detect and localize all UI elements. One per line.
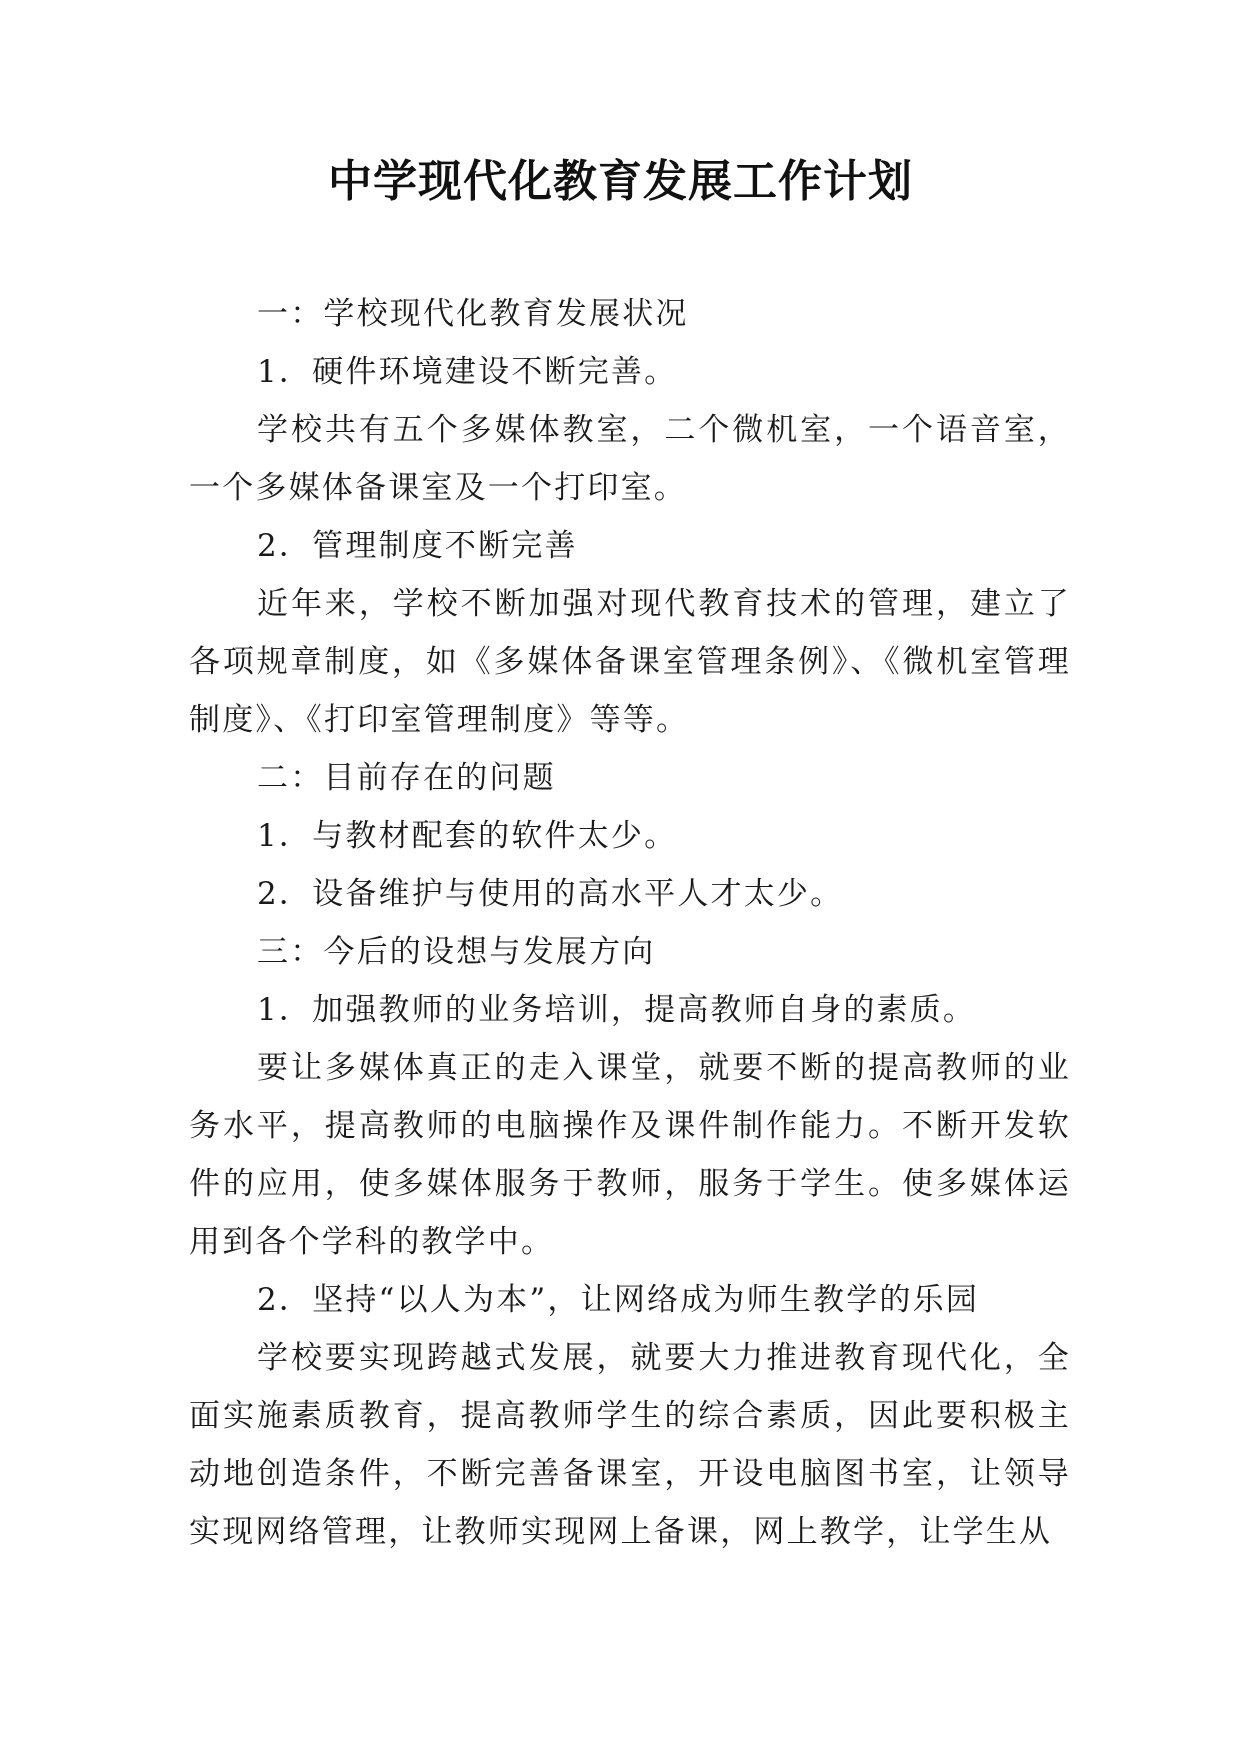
section-heading-3: 三：今后的设想与发展方向 [257,934,656,970]
subheading-1-2: 2．管理制度不断完善 [257,528,578,564]
paragraph-1-1: 学校共有五个多媒体教室，二个微机室，一个语音室，一个多媒体备课室及一个打印室。 [189,412,1071,506]
subheading-2-1: 1．与教材配套的软件太少。 [257,818,678,854]
paragraph-3-2: 学校要实现跨越式发展，就要大力推进教育现代化，全面实施素质教育，提高教师学生的综合素质，因此要积极主动地创造条件，不断完善备课室，开设电脑图书室，让领导实现网络管理，让教师实现网上备课，网上教学，让学生从 [189,1340,1071,1550]
document-title: 中学现代化教育发展工作计划 [328,156,913,207]
subheading-3-2: 2．坚持“以人为本”，让网络成为师生教学的乐园 [257,1282,980,1318]
section-heading-1: 一：学校现代化教育发展状况 [257,296,689,332]
paragraph-1-2: 近年来，学校不断加强对现代教育技术的管理，建立了各项规章制度，如《多媒体备课室管理条例》、《微机室管理制度》、《打印室管理制度》等等。 [189,586,1071,738]
document-body [189,285,1071,1561]
section-heading-2: 二：目前存在的问题 [257,760,556,796]
subheading-2-2: 2．设备维护与使用的高水平人才太少。 [257,876,844,912]
paragraph-3-1: 要让多媒体真正的走入课堂，就要不断的提高教师的业务水平，提高教师的电脑操作及课件制作能力。不断开发软件的应用，使多媒体服务于教师，服务于学生。使多媒体运用到各个学科的教学中。 [189,1050,1071,1260]
subheading-3-1: 1．加强教师的业务培训，提高教师自身的素质。 [257,992,977,1028]
subheading-1-1: 1．硬件环境建设不断完善。 [257,354,678,390]
